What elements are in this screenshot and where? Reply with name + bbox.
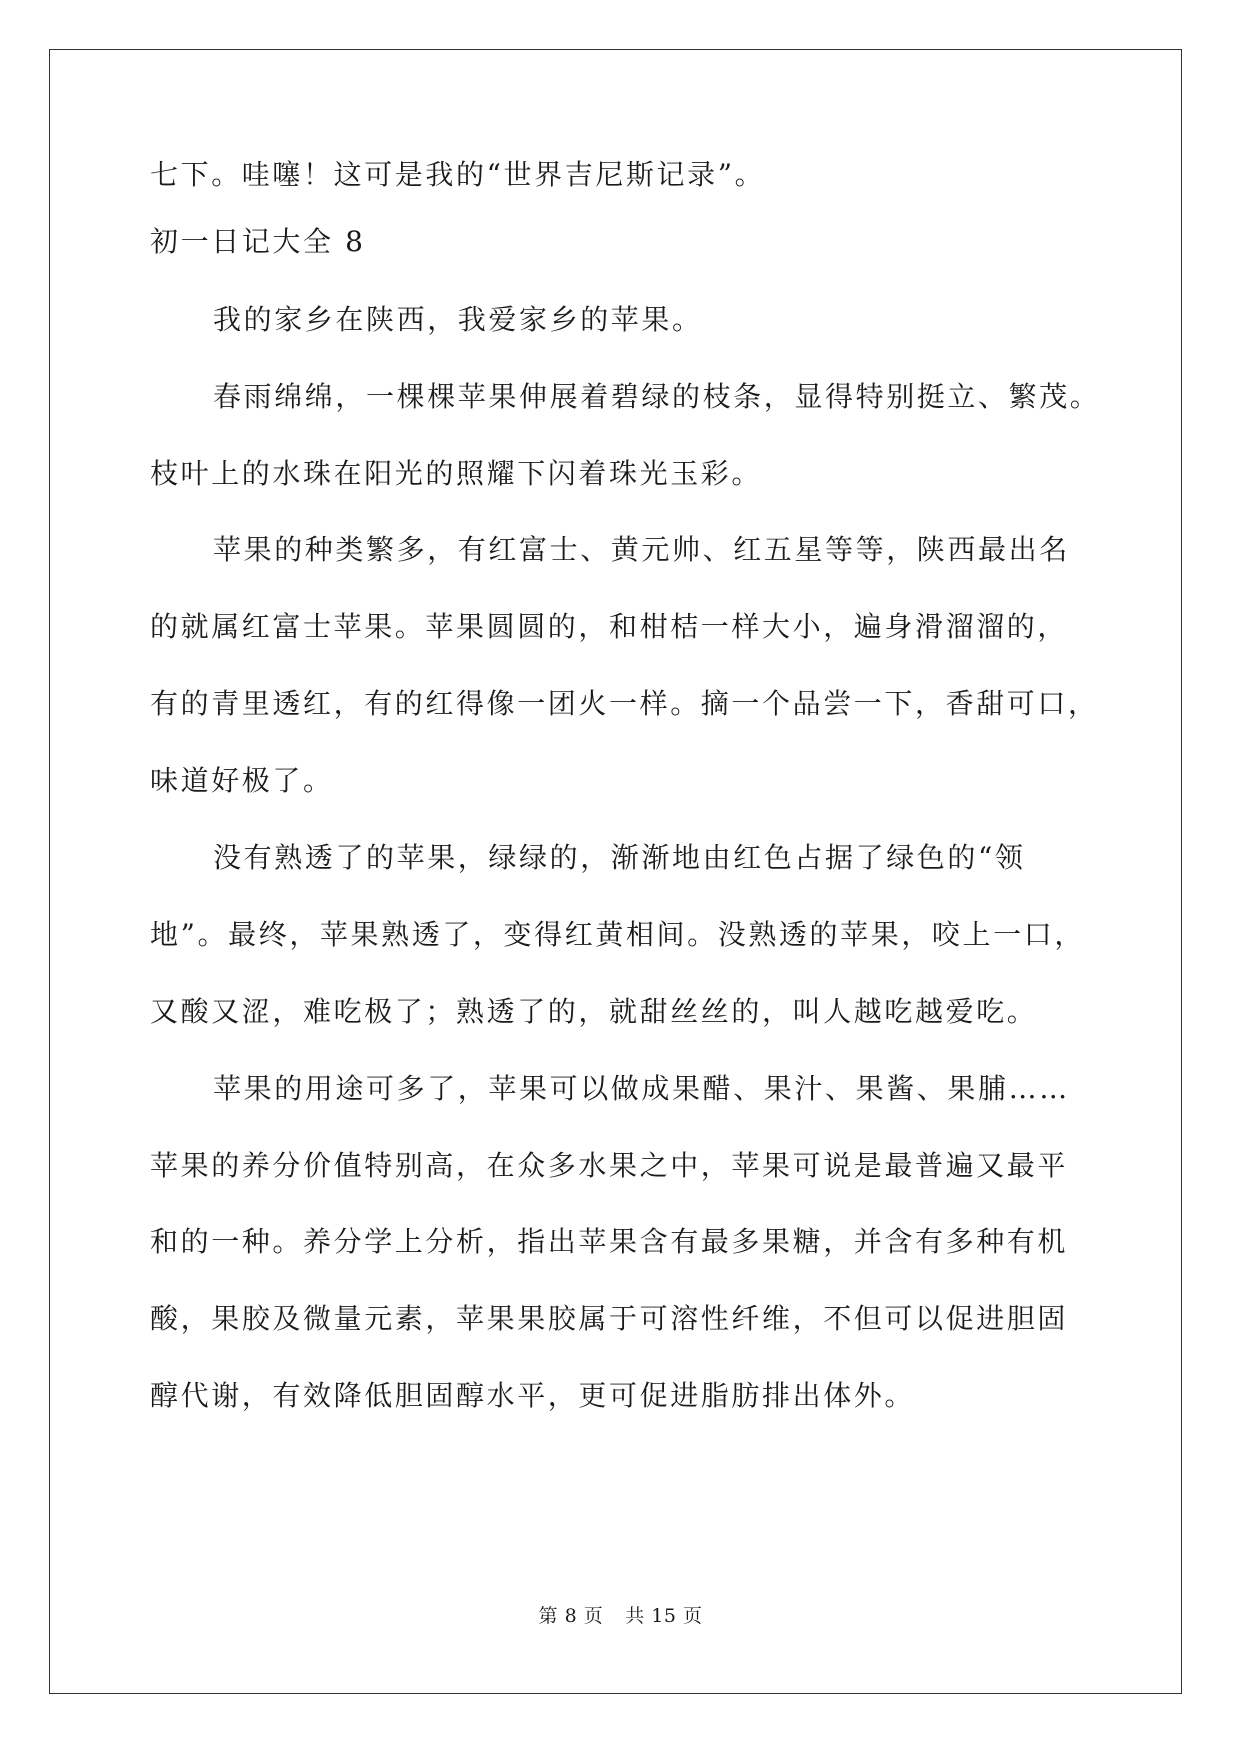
paragraph-3-line-4: 味道好极了。 <box>150 764 334 797</box>
paragraph-5-line-1: 苹果的用途可多了，苹果可以做成果醋、果汁、果酱、果脯…… <box>213 1072 1070 1105</box>
paragraph-5-line-4: 酸，果胶及微量元素，苹果果胶属于可溶性纤维，不但可以促进胆固 <box>150 1302 1069 1335</box>
paragraph-5-line-5: 醇代谢，有效降低胆固醇水平，更可促进脂肪排出体外。 <box>150 1379 916 1412</box>
page-total: 共 15 页 <box>625 1605 703 1627</box>
paragraph-4-line-1: 没有熟透了的苹果，绿绿的，渐渐地由红色占据了绿色的“领 <box>213 841 1026 874</box>
paragraph-5-line-3: 和的一种。养分学上分析，指出苹果含有最多果糖，并含有多种有机 <box>150 1225 1069 1258</box>
paragraph-4-line-3: 又酸又涩，难吃极了；熟透了的，就甜丝丝的，叫人越吃越爱吃。 <box>150 995 1038 1028</box>
paragraph-2-line-1: 春雨绵绵，一棵棵苹果伸展着碧绿的枝条，显得特别挺立、繁茂。 <box>213 380 1101 413</box>
paragraph-3-line-3: 有的青里透红，有的红得像一团火一样。摘一个品尝一下，香甜可口， <box>150 687 1099 720</box>
paragraph-2-line-2: 枝叶上的水珠在阳光的照耀下闪着珠光玉彩。 <box>150 457 763 490</box>
text-line-1: 七下。哇噻！这可是我的“世界吉尼斯记录”。 <box>150 158 766 191</box>
page-footer <box>0 1601 1241 1628</box>
page-number: 第 8 页 <box>538 1605 604 1627</box>
paragraph-1-line-1: 我的家乡在陕西，我爱家乡的苹果。 <box>213 303 703 336</box>
paragraph-3-line-2: 的就属红富士苹果。苹果圆圆的，和柑桔一样大小，遍身滑溜溜的， <box>150 610 1069 643</box>
section-heading: 初一日记大全 8 <box>150 225 366 258</box>
paragraph-5-line-2: 苹果的养分价值特别高，在众多水果之中，苹果可说是最普遍又最平 <box>150 1149 1069 1182</box>
paragraph-4-line-2: 地”。最终，苹果熟透了，变得红黄相间。没熟透的苹果，咬上一口， <box>150 918 1085 951</box>
paragraph-3-line-1: 苹果的种类繁多，有红富士、黄元帅、红五星等等，陕西最出名 <box>213 533 1070 566</box>
